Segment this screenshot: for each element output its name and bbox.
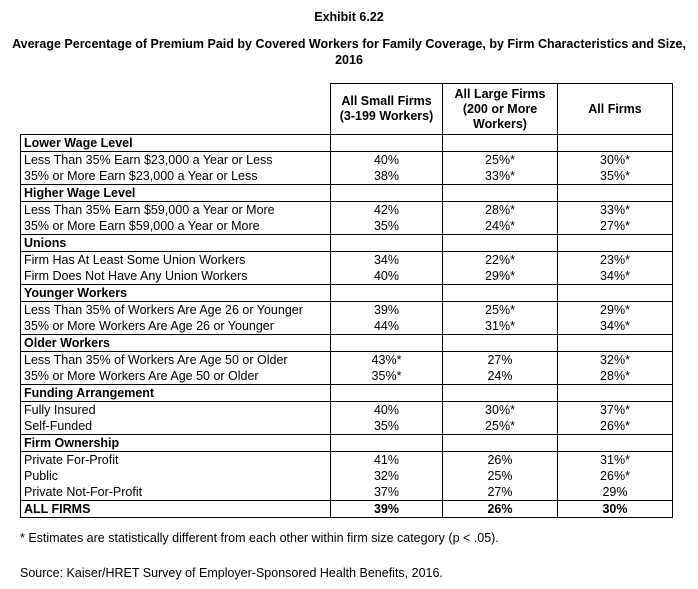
total-large-firms: 26% bbox=[443, 501, 558, 518]
section-title: Younger Workers bbox=[21, 285, 331, 302]
section-title: Unions bbox=[21, 235, 331, 252]
row-label: 35% or More Earn $23,000 a Year or Less bbox=[21, 168, 331, 185]
all-firms-value: 32%* bbox=[558, 352, 673, 369]
section-blank-cell bbox=[558, 185, 673, 202]
all-firms-value: 31%* bbox=[558, 452, 673, 469]
small-firms-value: 40% bbox=[331, 152, 443, 169]
section-blank-cell bbox=[558, 435, 673, 452]
table-row bbox=[21, 484, 673, 501]
small-firms-value: 35% bbox=[331, 418, 443, 435]
header-all-firms: All Firms bbox=[558, 84, 673, 135]
row-label: Firm Has At Least Some Union Workers bbox=[21, 252, 331, 269]
small-firms-value: 43%* bbox=[331, 352, 443, 369]
all-firms-value: 34%* bbox=[558, 268, 673, 285]
small-firms-value: 42% bbox=[331, 202, 443, 219]
section-blank-cell bbox=[331, 185, 443, 202]
section-blank-cell bbox=[558, 235, 673, 252]
exhibit-label: Exhibit 6.22 bbox=[314, 10, 384, 24]
section-blank-cell bbox=[331, 435, 443, 452]
all-firms-value: 37%* bbox=[558, 402, 673, 419]
section-title: Older Workers bbox=[21, 335, 331, 352]
section-blank-cell bbox=[443, 135, 558, 152]
section-blank-cell bbox=[558, 135, 673, 152]
large-firms-value: 27% bbox=[443, 352, 558, 369]
section-header-row bbox=[21, 435, 673, 452]
section-blank-cell bbox=[558, 335, 673, 352]
section-header-row bbox=[21, 185, 673, 202]
large-firms-value: 29%* bbox=[443, 268, 558, 285]
small-firms-value: 38% bbox=[331, 168, 443, 185]
all-firms-value: 30%* bbox=[558, 152, 673, 169]
small-firms-value: 40% bbox=[331, 268, 443, 285]
table-row bbox=[21, 368, 673, 385]
row-label: Private Not-For-Profit bbox=[21, 484, 331, 501]
table-row bbox=[21, 202, 673, 219]
all-firms-value: 29%* bbox=[558, 302, 673, 319]
section-header-row bbox=[21, 235, 673, 252]
section-title: Firm Ownership bbox=[21, 435, 331, 452]
large-firms-value: 30%* bbox=[443, 402, 558, 419]
table-row bbox=[21, 302, 673, 319]
row-label: Less Than 35% Earn $23,000 a Year or Less bbox=[21, 152, 331, 169]
large-firms-value: 24% bbox=[443, 368, 558, 385]
section-blank-cell bbox=[558, 285, 673, 302]
data-table bbox=[20, 83, 673, 518]
section-title: Funding Arrangement bbox=[21, 385, 331, 402]
table-row bbox=[21, 452, 673, 469]
small-firms-value: 37% bbox=[331, 484, 443, 501]
small-firms-value: 35%* bbox=[331, 368, 443, 385]
small-firms-value: 32% bbox=[331, 468, 443, 484]
large-firms-value: 25%* bbox=[443, 152, 558, 169]
large-firms-value: 25% bbox=[443, 468, 558, 484]
section-blank-cell bbox=[558, 385, 673, 402]
total-row bbox=[21, 501, 673, 518]
all-firms-value: 26%* bbox=[558, 418, 673, 435]
small-firms-value: 41% bbox=[331, 452, 443, 469]
large-firms-value: 26% bbox=[443, 452, 558, 469]
header-blank bbox=[21, 84, 331, 135]
all-firms-value: 26%* bbox=[558, 468, 673, 484]
header-small-firms: All Small Firms (3-199 Workers) bbox=[331, 84, 443, 135]
section-blank-cell bbox=[443, 285, 558, 302]
footnote: * Estimates are statistically different from each other within firm size category (p < .05). bbox=[20, 531, 499, 545]
total-small-firms: 39% bbox=[331, 501, 443, 518]
section-header-row bbox=[21, 285, 673, 302]
large-firms-value: 27% bbox=[443, 484, 558, 501]
all-firms-value: 33%* bbox=[558, 202, 673, 219]
table-body bbox=[21, 135, 673, 518]
all-firms-value: 23%* bbox=[558, 252, 673, 269]
row-label: Less Than 35% Earn $59,000 a Year or More bbox=[21, 202, 331, 219]
table-row bbox=[21, 252, 673, 269]
page-title: Average Percentage of Premium Paid by Covered Workers for Family Coverage, by Firm Characteristics and Size, 2016 bbox=[12, 37, 686, 67]
table-row bbox=[21, 468, 673, 484]
row-label: Less Than 35% of Workers Are Age 26 or Younger bbox=[21, 302, 331, 319]
section-blank-cell bbox=[443, 235, 558, 252]
row-label: 35% or More Workers Are Age 50 or Older bbox=[21, 368, 331, 385]
section-blank-cell bbox=[443, 335, 558, 352]
total-label: ALL FIRMS bbox=[21, 501, 331, 518]
row-label: Firm Does Not Have Any Union Workers bbox=[21, 268, 331, 285]
small-firms-value: 40% bbox=[331, 402, 443, 419]
all-firms-value: 27%* bbox=[558, 218, 673, 235]
small-firms-value: 39% bbox=[331, 302, 443, 319]
small-firms-value: 44% bbox=[331, 318, 443, 335]
section-blank-cell bbox=[331, 135, 443, 152]
section-blank-cell bbox=[443, 435, 558, 452]
row-label: Fully Insured bbox=[21, 402, 331, 419]
section-title: Lower Wage Level bbox=[21, 135, 331, 152]
table-row bbox=[21, 218, 673, 235]
table-row bbox=[21, 352, 673, 369]
total-all-firms: 30% bbox=[558, 501, 673, 518]
all-firms-value: 29% bbox=[558, 484, 673, 501]
large-firms-value: 22%* bbox=[443, 252, 558, 269]
all-firms-value: 28%* bbox=[558, 368, 673, 385]
source-note: Source: Kaiser/HRET Survey of Employer-Sponsored Health Benefits, 2016. bbox=[20, 566, 443, 580]
row-label: Public bbox=[21, 468, 331, 484]
large-firms-value: 25%* bbox=[443, 418, 558, 435]
row-label: 35% or More Earn $59,000 a Year or More bbox=[21, 218, 331, 235]
section-blank-cell bbox=[331, 385, 443, 402]
section-header-row bbox=[21, 385, 673, 402]
large-firms-value: 33%* bbox=[443, 168, 558, 185]
row-label: 35% or More Workers Are Age 26 or Younger bbox=[21, 318, 331, 335]
row-label: Private For-Profit bbox=[21, 452, 331, 469]
section-blank-cell bbox=[331, 285, 443, 302]
large-firms-value: 28%* bbox=[443, 202, 558, 219]
large-firms-value: 25%* bbox=[443, 302, 558, 319]
section-blank-cell bbox=[331, 335, 443, 352]
all-firms-value: 35%* bbox=[558, 168, 673, 185]
row-label: Less Than 35% of Workers Are Age 50 or Older bbox=[21, 352, 331, 369]
section-title: Higher Wage Level bbox=[21, 185, 331, 202]
header-row bbox=[21, 84, 673, 135]
table-row bbox=[21, 152, 673, 169]
table-row bbox=[21, 318, 673, 335]
small-firms-value: 34% bbox=[331, 252, 443, 269]
large-firms-value: 31%* bbox=[443, 318, 558, 335]
section-blank-cell bbox=[443, 185, 558, 202]
section-blank-cell bbox=[443, 385, 558, 402]
section-blank-cell bbox=[331, 235, 443, 252]
table-row bbox=[21, 418, 673, 435]
row-label: Self-Funded bbox=[21, 418, 331, 435]
all-firms-value: 34%* bbox=[558, 318, 673, 335]
table-row bbox=[21, 268, 673, 285]
section-header-row bbox=[21, 335, 673, 352]
large-firms-value: 24%* bbox=[443, 218, 558, 235]
table-row bbox=[21, 168, 673, 185]
table-row bbox=[21, 402, 673, 419]
section-header-row bbox=[21, 135, 673, 152]
small-firms-value: 35% bbox=[331, 218, 443, 235]
header-large-firms: All Large Firms (200 or More Workers) bbox=[443, 84, 558, 135]
